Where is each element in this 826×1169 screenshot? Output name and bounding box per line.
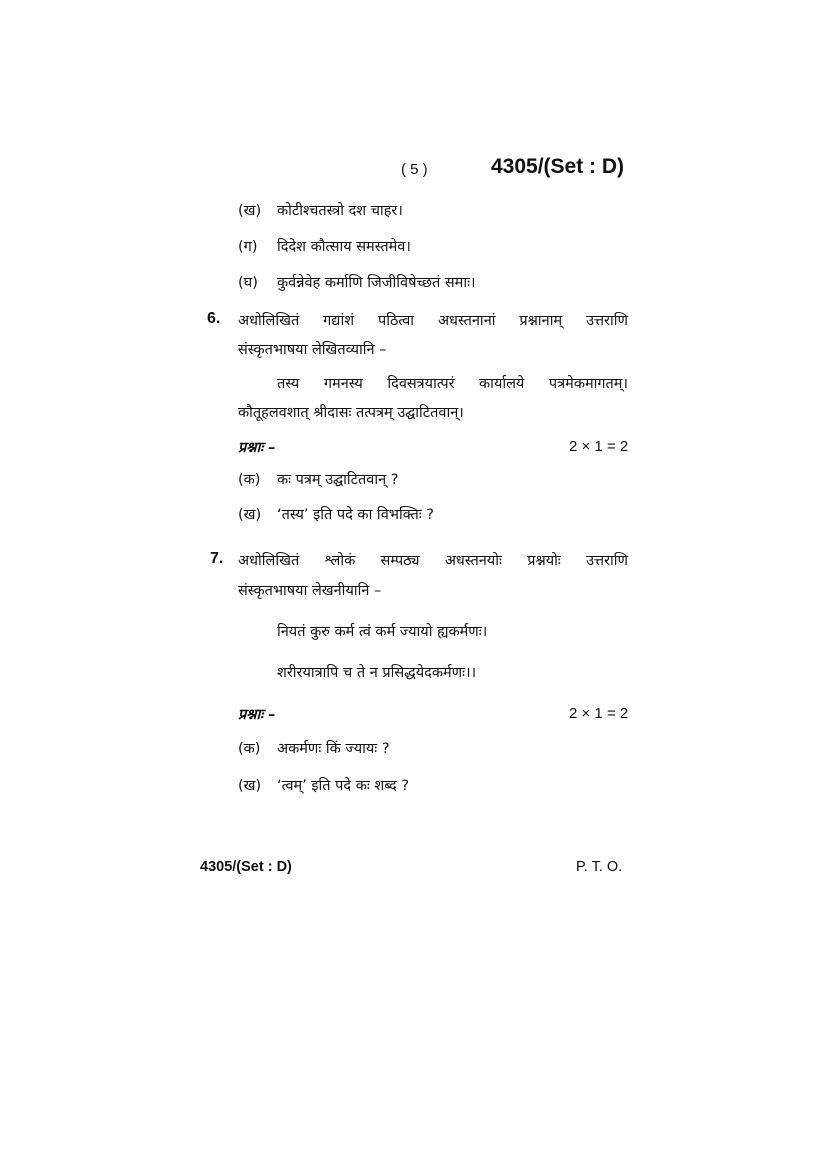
q6-word: पठित्वा [377, 313, 415, 329]
q7-questions-label: प्रश्नाः – [238, 707, 276, 723]
q5-item-gha-marker: (घ) [238, 275, 258, 291]
q7-word: अधस्तनयोः [444, 553, 502, 569]
q6-passage-line1 [277, 373, 628, 393]
q7-word: सम्पठ्य [380, 553, 420, 569]
q7-word: श्लोकं [324, 553, 356, 569]
q6-word: अधस्तनानां [437, 313, 496, 329]
q6-q-ka-marker: (क) [238, 472, 261, 488]
q7-q-kha-text: ‘त्वम्’ इति पदे कः शब्द ? [277, 778, 410, 794]
q5-item-kha-marker: (ख) [238, 203, 262, 219]
q7-word: उत्तराणि [586, 553, 628, 569]
q7-instruction-line2: संस्कृतभाषया लेखनीयानि – [238, 583, 382, 599]
q6-passage-word: गमनस्य [323, 376, 363, 392]
q6-q-ka-text: कः पत्रम् उद्घाटितवान् ? [277, 472, 399, 488]
q6-marks: 2 × 1 = 2 [569, 438, 629, 455]
q6-word: प्रश्नानाम् [519, 313, 563, 329]
q5-item-gha-text: कुर्वन्नेवेह कर्माणि जिजीविषेच्छतं समाः। [277, 275, 476, 291]
q7-marks: 2 × 1 = 2 [569, 705, 629, 722]
q6-word: गद्यांशं [323, 313, 355, 329]
q7-q-ka-text: अकर्मणः किं ज्यायः ? [277, 741, 390, 757]
q6-questions-label: प्रश्नाः – [238, 440, 276, 456]
q6-instruction-line2: संस्कृतभाषया लेखितव्यानि – [238, 342, 387, 358]
q5-item-kha-text: कोटीश्चतस्त्रो दश चाहर। [277, 203, 403, 219]
q6-word: उत्तराणि [586, 313, 628, 329]
footer-paper-code: 4305/(Set : D) [200, 859, 292, 875]
page-number: ( 5 ) [401, 161, 428, 178]
q6-passage-word: दिवसत्रयात्परं [387, 376, 455, 392]
q7-q-kha-marker: (ख) [238, 778, 262, 794]
q6-number: 6. [207, 310, 221, 327]
q6-instruction-line1 [238, 310, 628, 330]
q6-passage-word: पत्रमेकमागतम्। [548, 376, 628, 392]
q6-passage-line2: कौतूहलवशात् श्रीदासः तत्पत्रम् उद्घाटितवान्। [238, 405, 464, 421]
q5-item-ga-marker: (ग) [238, 239, 258, 255]
q7-word: प्रश्नयोः [527, 553, 561, 569]
q5-item-ga-text: दिदेश कौत्साय समस्तमेव। [277, 239, 411, 255]
q6-word: अधोलिखितं [238, 313, 300, 329]
q6-q-kha-text: ‘तस्य’ इति पदे का विभक्तिः ? [277, 507, 434, 523]
paper-code-header: 4305/(Set : D) [491, 155, 625, 178]
q7-number: 7. [210, 550, 224, 567]
q7-word: अधोलिखितं [238, 553, 300, 569]
q6-passage-word: कार्यालये [479, 376, 525, 392]
q6-q-kha-marker: (ख) [238, 507, 262, 523]
footer-pto: P. T. O. [576, 859, 623, 875]
q7-q-ka-marker: (क) [238, 741, 261, 757]
q7-instruction-line1 [238, 550, 628, 570]
q7-verse-line1: नियतं कुरु कर्म त्वं कर्म ज्यायो ह्यकर्मणः। [277, 624, 488, 640]
q6-passage-word: तस्य [277, 376, 300, 392]
q7-verse-line2: शरीरयात्रापि च ते न प्रसिद्धयेदकर्मणः।। [277, 665, 477, 681]
